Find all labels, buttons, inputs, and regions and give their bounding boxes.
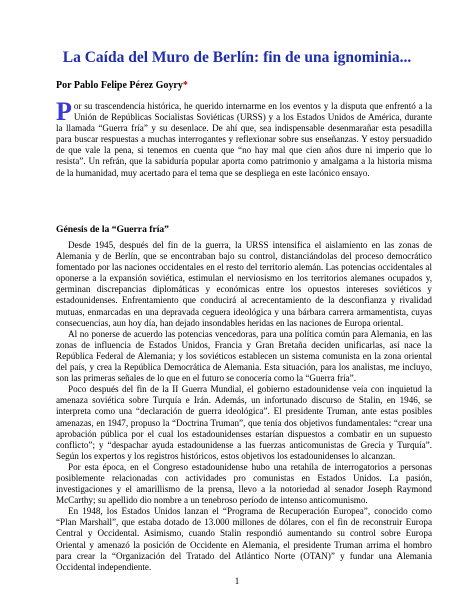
author-line [56,80,188,91]
main-body [56,240,432,573]
intro-section [56,97,432,179]
page-number: 1 [234,576,240,586]
document-title: La Caída del Muro de Berlín: fin de una ignominia... [62,49,412,66]
body-paragraph: Desde 1945, después del fin de la guerra, la URSS intensifica el aislamiento en las zonas de Alemania y de Berlín, que se encontraban bajo su control, distanciándolas del proceso democrático fomentado por las naciones occidentales en el resto del territorio alemán. Las potencias occidentales al oponerse a la expansión soviética, estimulan el nerviosismo en los territorios alemanes ocupados y, germinan discrepancias diplomáticas y económicas entre los opuestos intereses soviéticos y estadounidenses. Enfrentamiento que conducirá al acrecentamiento de la desconfianza y rivalidad mutuas, enmarcadas en una depravada ceguera ideológica y una bárbara carrera armamentista, cuyas consecuencias, aun hoy día, han dejado insondables heridas en las naciones de Europa oriental. [56,240,432,328]
body-paragraph: Al no ponerse de acuerdo las potencias vencedoras, para una política común para Alemania, en las zonas de influencia de Estados Unidos, Francia y Gran Bretaña deciden unificarlas, así nace la República Federal de Alemania; y los soviéticos establecen un sistema comunista en la zona oriental del país, y crea la República Democrática de Alemania. Esta situación, para los analistas, me incluyo, son las primeras señales de lo que en el futuro se conocería como la “Guerra fría”. [56,328,432,384]
body-paragraph: En 1948, los Estados Unidos lanzan el “Programa de Recuperación Europea”, conocido como “Plan Marshall”, que estaba dotado de 13.000 millones de dólares, con el fin de reconstruir Europa Central y Occidental. Asimismo, cuando Stalin respondió aumentando su control sobre Europa Oriental y amenazó la posición de Occidente en Alemania, el presidente Truman arrima el hombro para crear la “Organización del Tratado del Atlántico Norte (OTAN)” y fundar una Alemania Occidental independiente. [56,506,432,572]
intro-text: or su trascendencia histórica, he querido internarme en los eventos y la disputa que enfrentó a la Unión de Repúblicas Socialistas Soviéticas (URSS) y a los Estados Unidos de América, durante la llamada “Guerra fría” y su desenlace. De ahí que, sea indispensable desenmarañar esta pesadilla para buscar respuestas a muchas interrogantes y reflexionar sobre sus enseñanzas. Y estoy persuadido de que vale la pena, si tenemos en cuenta que “no hay mal que cien años dure ni imperio que lo resista”. Un refrán, que la sabiduría popular aporta como patrimonio y amalgama a la historia misma de la humanidad, muy acertado para el tema que se despliega en este lacónico ensayo. [56,101,432,178]
body-paragraph: Poco después del fin de la II Guerra Mundial, el gobierno estadounidense veía con inquietud la amenaza soviética sobre Turquía e Irán. Además, un infortunado discurso de Stalin, en 1946, se interpreta como una “declaración de guerra ideológica”. El presidente Truman, ante estas posibles amenazas, en 1947, propuso la “Doctrina Truman”, que tenía dos objetivos fundamentales: “crear una aprobación pública por el cual los estadounidenses estarían dispuestos a combatir en un supuesto conflicto”; y “despachar ayuda estadounidense a las fuerzas anticomunistas de Grecia y Turquía”. Según los expertos y los registros históricos, estos objetivos los estadounidenses lo alcanzan. [56,384,432,461]
intro-paragraph [56,97,432,179]
section-heading: Génesis de la “Guerra fría” [56,224,169,235]
body-paragraph: Por esta época, en el Congreso estadounidense hubo una retahíla de interrogatorios a personas posiblemente relacionadas con actividades pro comunistas en Estados Unidos. La pasión, investigaciones y el amarillismo de la prensa, llevo a la notoriedad al senador Joseph Raymond McCarthy; su apellido dio nombre a un tenebroso período de intenso anticomunismo. [56,461,432,506]
drop-cap: P [56,97,72,126]
author-footnote-mark[interactable]: * [182,80,188,91]
author-name: Por Pablo Felipe Pérez Goyry [56,80,183,91]
